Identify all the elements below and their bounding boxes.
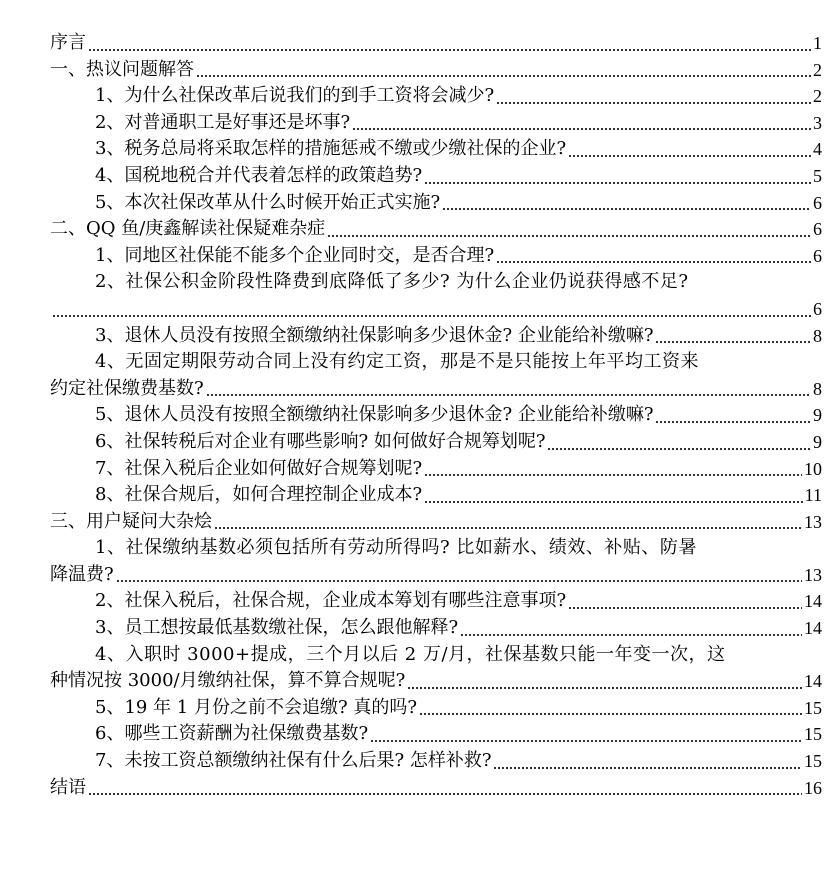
toc-entry-title: 1、为什么社保改革后说我们的到手工资将会减少? <box>95 85 495 107</box>
toc-page-number: 1 <box>813 33 822 53</box>
toc-entry-multiline[interactable] <box>50 535 822 588</box>
toc-page-number: 14 <box>804 618 822 639</box>
toc-page-number: 6 <box>813 192 822 213</box>
toc-entry-title: 序言 <box>50 32 86 53</box>
toc-entry[interactable] <box>50 429 822 456</box>
dot-leader <box>547 433 811 451</box>
dot-leader <box>424 486 803 504</box>
toc-page-number: 2 <box>813 86 822 107</box>
toc-page-number: 11 <box>804 485 822 506</box>
toc-entry-continuation <box>50 668 822 695</box>
toc-entry-continuation <box>50 296 822 323</box>
toc-page-number: 2 <box>813 59 822 80</box>
toc-entry-title: 2、社保入税后，社保合规，企业成本筹划有哪些注意事项? <box>95 590 567 612</box>
dot-leader <box>568 140 811 158</box>
toc-entry-continuation <box>50 376 822 403</box>
toc-entry-title: 3、员工想按最低基数缴社保，怎么跟他解释? <box>95 617 459 639</box>
toc-entry-title: 5、19 年 1 月份之前不会追缴? 真的吗? <box>95 696 417 718</box>
toc-entry[interactable] <box>50 402 822 429</box>
toc-entry[interactable] <box>50 721 822 748</box>
toc-entry[interactable] <box>50 456 822 483</box>
dot-leader <box>460 619 802 637</box>
toc-entry-epilogue[interactable] <box>50 775 822 802</box>
toc-entry-title: 4、国税地税合并代表着怎样的政策趋势? <box>95 164 423 186</box>
dot-leader <box>88 778 802 796</box>
toc-page-number: 3 <box>813 112 822 133</box>
toc-entry-title: 2、对普通职工是好事还是坏事? <box>95 111 351 133</box>
dot-leader <box>370 725 802 743</box>
dot-leader <box>407 672 802 690</box>
toc-entry[interactable] <box>50 110 822 137</box>
toc-entry-title: 8、社保合规后，如何合理控制企业成本? <box>95 484 423 506</box>
toc-entry[interactable] <box>50 243 822 270</box>
toc-entry-title-line2: 降温费? <box>50 563 114 585</box>
toc-entry-title-line1: 2、社保公积金阶段性降费到底降低了多少? 为什么企业仍说获得感不足? <box>95 271 689 293</box>
toc-page-number: 8 <box>813 325 822 346</box>
dot-leader <box>424 459 802 477</box>
dot-leader <box>327 220 811 238</box>
dot-leader <box>424 167 811 185</box>
toc-entry-title-line1: 4、无固定期限劳动合同上没有约定工资，那是不是只能按上年平均工资来 <box>95 351 699 373</box>
toc-page-number: 13 <box>804 564 822 585</box>
toc-entry-title: 7、未按工资总额缴纳社保有什么后果? 怎样补救? <box>95 750 492 772</box>
toc-entry[interactable] <box>50 748 822 775</box>
toc-page-number: 8 <box>813 378 822 399</box>
toc-entry-title-line2: 约定社保缴费基数? <box>50 377 204 399</box>
toc-section-3[interactable] <box>50 509 822 536</box>
dot-leader <box>493 752 802 770</box>
toc-entry[interactable] <box>50 323 822 350</box>
toc-page-number: 15 <box>804 724 822 745</box>
toc-entry-title: 三、用户疑问大杂烩 <box>50 510 212 532</box>
dot-leader <box>116 565 802 583</box>
toc-page-number: 5 <box>813 165 822 186</box>
toc-entry-title: 5、本次社保改革从什么时候开始正式实施? <box>95 191 441 213</box>
toc-entry-multiline[interactable] <box>50 642 822 695</box>
toc-entry[interactable] <box>50 482 822 509</box>
toc-entry-title: 一、热议问题解答 <box>50 58 194 80</box>
toc-page-number: 15 <box>804 697 822 718</box>
toc-page-number: 6 <box>813 298 822 319</box>
toc-entry[interactable] <box>50 136 822 163</box>
toc-entry-multiline[interactable] <box>50 269 822 322</box>
toc-section-1[interactable] <box>50 57 822 84</box>
toc-entry-title-line1: 4、入职时 3000+提成，三个月以后 2 万/月，社保基数只能一年变一次，这 <box>95 643 726 665</box>
toc-page-number: 6 <box>813 245 822 266</box>
toc-entry[interactable] <box>50 83 822 110</box>
toc-entry-continuation <box>50 562 822 589</box>
toc-entry[interactable] <box>50 163 822 190</box>
toc-entry-title: 二、QQ 鱼/庚鑫解读社保疑难杂症 <box>50 218 326 240</box>
toc-section-2[interactable] <box>50 216 822 243</box>
dot-leader <box>214 512 802 530</box>
toc-entry-title-line1: 1、社保缴纳基数必须包括所有劳动所得吗? 比如薪水、绩效、补贴、防暑 <box>95 537 697 559</box>
dot-leader <box>206 379 811 397</box>
toc-entry-title-line2: 种情况按 3000/月缴纳社保，算不算合规呢? <box>50 670 406 692</box>
toc-entry-multiline[interactable] <box>50 349 822 402</box>
dot-leader <box>496 87 811 105</box>
dot-leader <box>196 60 811 78</box>
toc-page-number: 15 <box>804 751 822 772</box>
table-of-contents <box>50 30 822 801</box>
dot-leader <box>568 592 802 610</box>
toc-page-number: 6 <box>813 219 822 240</box>
dot-leader <box>52 300 811 318</box>
dot-leader <box>496 246 811 264</box>
dot-leader <box>442 193 811 211</box>
toc-page-number: 10 <box>804 458 822 479</box>
toc-page-number: 13 <box>804 511 822 532</box>
dot-leader <box>419 698 802 716</box>
dot-leader <box>655 406 811 424</box>
toc-entry[interactable] <box>50 615 822 642</box>
toc-entry-title: 3、税务总局将采取怎样的措施惩戒不缴或少缴社保的企业? <box>95 138 567 160</box>
toc-page-number: 14 <box>804 591 822 612</box>
toc-entry[interactable] <box>50 190 822 217</box>
toc-page-number: 16 <box>804 777 822 798</box>
toc-page-number: 9 <box>813 431 822 452</box>
toc-entry[interactable] <box>50 588 822 615</box>
dot-leader <box>655 326 811 344</box>
toc-entry-title: 结语 <box>50 776 86 798</box>
toc-entry[interactable] <box>50 695 822 722</box>
toc-page-number: 14 <box>804 671 822 692</box>
toc-page-number: 9 <box>813 405 822 426</box>
toc-entry-title: 6、哪些工资薪酬为社保缴费基数? <box>95 723 369 745</box>
dot-leader <box>352 113 811 131</box>
toc-entry-title: 3、退休人员没有按照全额缴纳社保影响多少退休金? 企业能给补缴嘛? <box>95 324 654 346</box>
toc-entry-title: 6、社保转税后对企业有哪些影响? 如何做好合规筹划呢? <box>95 430 546 452</box>
toc-entry-title: 1、同地区社保能不能多个企业同时交，是否合理? <box>95 244 495 266</box>
toc-entry-preface[interactable] <box>50 30 822 57</box>
toc-page-number: 4 <box>813 139 822 160</box>
toc-entry-title: 7、社保入税后企业如何做好合规筹划呢? <box>95 457 423 479</box>
toc-entry-title: 5、退休人员没有按照全额缴纳社保影响多少退休金? 企业能给补缴嘛? <box>95 404 654 426</box>
dot-leader <box>88 34 811 52</box>
